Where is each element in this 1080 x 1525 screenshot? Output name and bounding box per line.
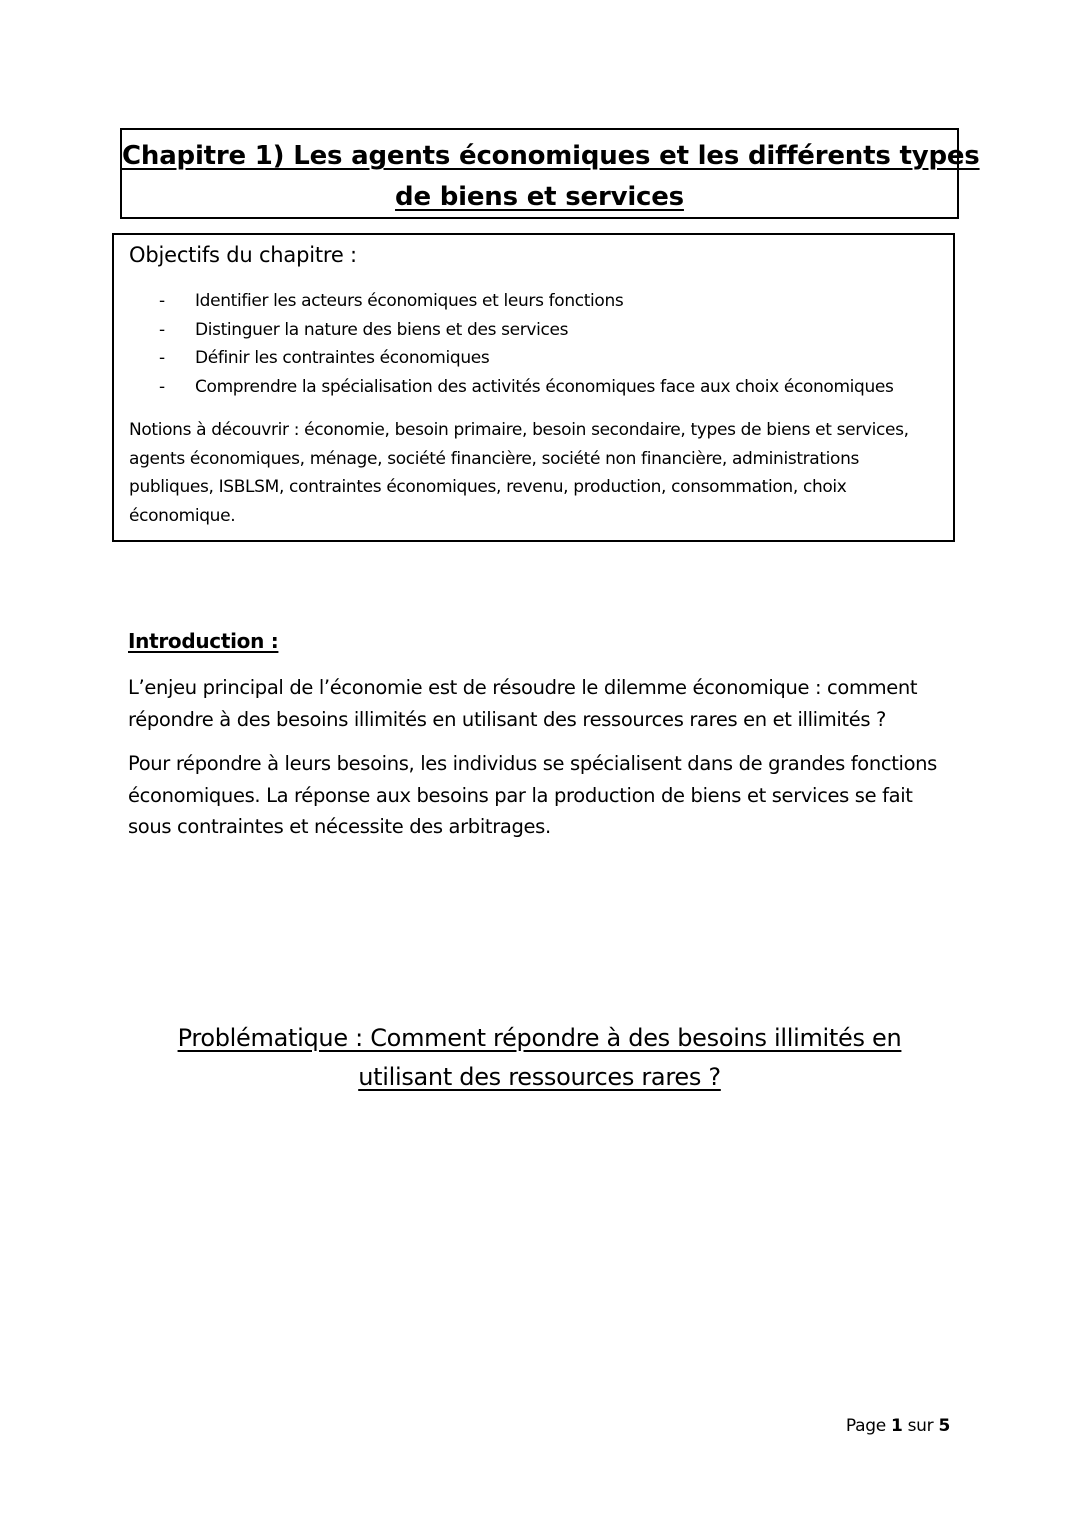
- objectives-heading: Objectifs du chapitre :: [129, 243, 357, 267]
- notions-paragraph: Notions à découvrir : économie, besoin primaire, besoin secondaire, types de biens et services, agents économiques, ménage, société financière, société non financière, administrations publiques, ISBLSM, contraintes économiques, revenu, production, consommation, choix économique.: [129, 419, 909, 527]
- objective-text: Comprendre la spécialisation des activités économiques face aux choix économiques: [195, 377, 894, 398]
- problematique: [120, 1019, 959, 1097]
- page-number: [820, 1413, 950, 1439]
- objective-text: Distinguer la nature des biens et des services: [195, 319, 569, 340]
- objective-text: Identifier les acteurs économiques et leurs fonctions: [195, 291, 624, 311]
- page-sep-label: sur: [907, 1416, 934, 1436]
- objective-item: [129, 287, 953, 316]
- introduction-paragraph-2: Pour répondre à leurs besoins, les individus se spécialisent dans de grandes fonctions économiques. La réponse aux besoins par la production de biens et services se fait sous contraintes et nécessite des arbitrages.: [128, 752, 937, 838]
- objectives-box: [112, 233, 955, 542]
- objective-item: [129, 344, 953, 373]
- introduction-heading: Introduction :: [128, 629, 279, 653]
- objective-item: [129, 316, 953, 345]
- chapter-title-line-2: de biens et services: [395, 182, 684, 212]
- list-dash: -: [159, 291, 165, 311]
- list-dash: -: [159, 319, 165, 340]
- problematique-line-2: utilisant des ressources rares ?: [358, 1063, 721, 1091]
- problematique-line-1: Problématique : Comment répondre à des besoins illimités en: [177, 1024, 902, 1052]
- chapter-title-box: [120, 128, 980, 219]
- chapter-title-line-1: Chapitre 1) Les agents économiques et les différents types: [122, 141, 980, 171]
- current-page: 1: [890, 1416, 903, 1436]
- list-dash: -: [159, 377, 165, 398]
- objectives-list: [129, 287, 953, 402]
- objective-item: [129, 373, 953, 402]
- total-pages: 5: [938, 1416, 950, 1436]
- page-label: Page: [845, 1416, 886, 1436]
- introduction-paragraph-1: L’enjeu principal de l’économie est de résoudre le dilemme économique : comment répondre à des besoins illimités en utilisant des ressources rares en et illimités ?: [128, 676, 918, 731]
- list-dash: -: [159, 348, 165, 369]
- objective-text: Définir les contraintes économiques: [195, 348, 490, 369]
